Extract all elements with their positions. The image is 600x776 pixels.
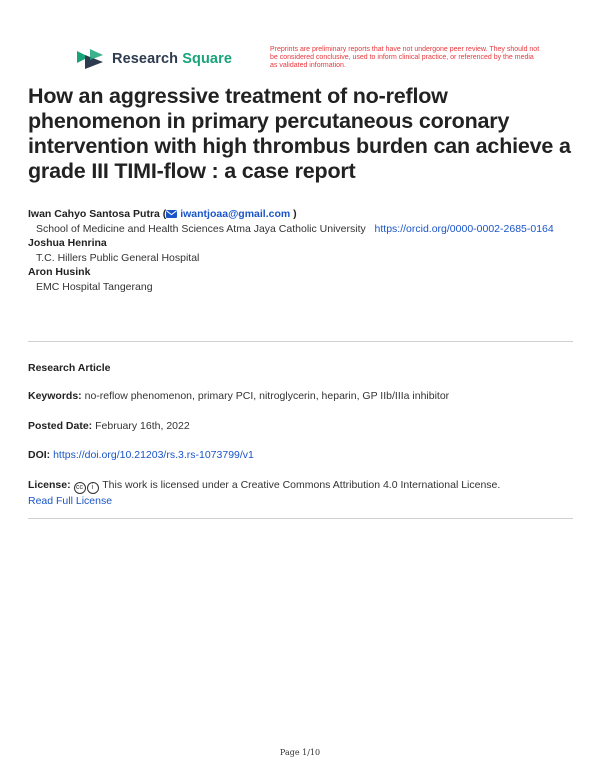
cc-icon: cc [74, 482, 86, 494]
paper-title: How an aggressive treatment of no-reflow phenomenon in primary percutaneous coronary intervention with high thrombus burden can achieve a grade III TIMI-flow : a case report [28, 84, 571, 183]
research-square-logo-icon [76, 49, 104, 69]
page-number: Page 1/10 [279, 748, 321, 757]
read-full-license-link[interactable]: Read Full License [28, 495, 113, 507]
cc-by-icon: i [87, 482, 99, 494]
posted-date [28, 419, 576, 434]
logo-word-research: Research [112, 51, 179, 67]
author-affiliation: T.C. Hillers Public General Hospital [36, 251, 200, 264]
article-type [28, 361, 576, 376]
author-3: Aron Husink [28, 266, 91, 278]
orcid-link[interactable]: https://orcid.org/0000-0002-2685-0164 [374, 222, 554, 235]
envelope-icon [166, 210, 177, 218]
author-2: Joshua Henrina [28, 237, 107, 249]
keywords-label: Keywords: [28, 390, 82, 402]
divider [28, 341, 573, 342]
posted-date-value: February 16th, 2022 [95, 420, 190, 432]
author-1: Iwan Cahyo Santosa Putra ( iwantjoaa@gmail.com ) [28, 208, 297, 220]
author-affiliation [28, 222, 576, 237]
doi-label: DOI: [28, 449, 51, 461]
logo-wordmark [112, 51, 232, 67]
affiliation-text: School of Medicine and Health Sciences Atma Jaya Catholic University [36, 222, 366, 235]
doi [28, 448, 576, 463]
doi-link[interactable]: https://doi.org/10.21203/rs.3.rs-1073799/v1 [53, 449, 254, 461]
license [28, 478, 576, 509]
divider [28, 518, 573, 519]
logo-word-square: Square [182, 51, 232, 67]
author-affiliation: EMC Hospital Tangerang [36, 280, 153, 293]
author-email-link[interactable]: iwantjoaa@gmail.com [180, 208, 291, 220]
author-name: Iwan Cahyo Santosa Putra [28, 208, 160, 220]
research-square-logo[interactable] [76, 49, 232, 69]
keywords-value: no-reflow phenomenon, primary PCI, nitroglycerin, heparin, GP IIb/IIIa inhibitor [84, 390, 450, 402]
posted-date-label: Posted Date: [28, 420, 93, 432]
license-text: This work is licensed under a Creative Commons Attribution 4.0 International License. [102, 479, 501, 491]
keywords [28, 389, 576, 404]
article-type-label: Research Article [28, 362, 111, 374]
preprint-disclaimer: Preprints are preliminary reports that have not undergone peer review. They should not be considered conclusive, used to inform clinical practice, or referenced by the media as validated information. [270, 46, 540, 69]
license-label: License: [28, 479, 71, 491]
author-list [28, 207, 576, 294]
